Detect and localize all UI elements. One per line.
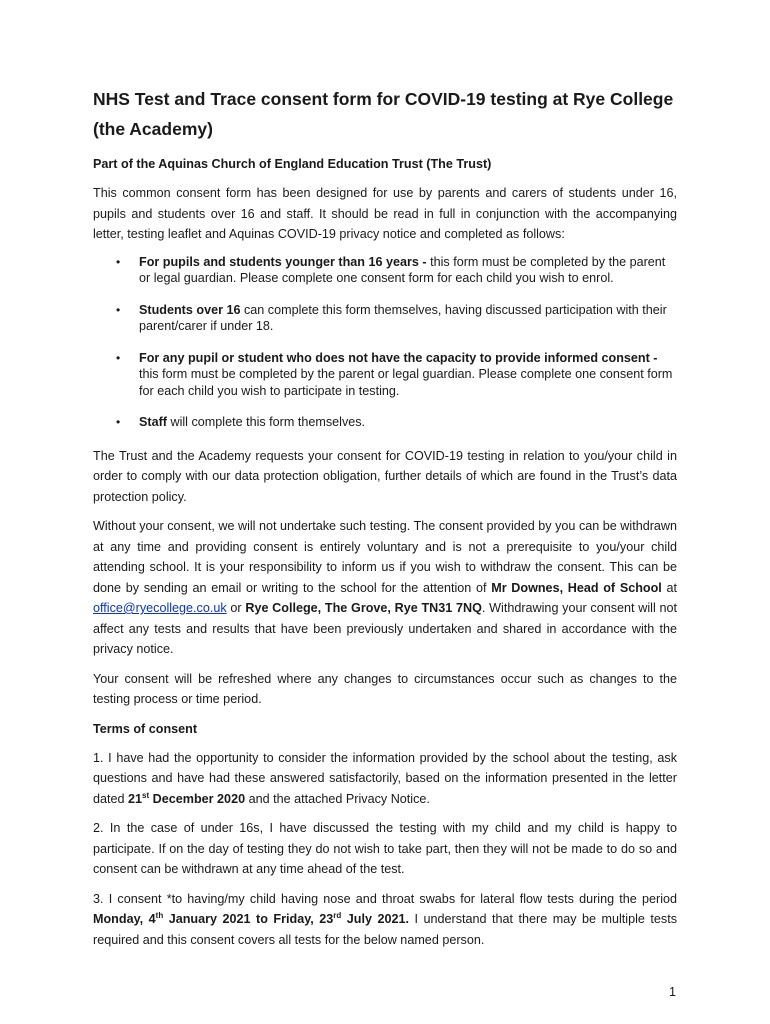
terms-heading: Terms of consent <box>93 721 198 736</box>
withdraw-text: Without your consent, we will not undertake such testing. The consent provided by you can be withdrawn at any time and providing consent is entirely voluntary and is not a prerequisite to you/your child attending school. It is your responsibility to inform us if you wish to withdraw the consent. This can be done by sending an email or writing to the school for the attention of <box>93 519 677 595</box>
intro-paragraph: This common consent form has been designed for use by parents and carers of students under 16, pupils and students over 16 and staff. It should be read in full in conjunction with the accompanying letter, testing leaflet and Aquinas COVID-19 privacy notice and completed as follows: <box>93 186 677 241</box>
term-1 <box>93 748 677 810</box>
list-item-text: this form must be completed by the parent or legal guardian. Please complete one consent form for each child you wish to participate in testing. <box>139 367 673 398</box>
list-item <box>93 254 677 287</box>
school-address: Rye College, The Grove, Rye TN31 7NQ <box>245 601 482 615</box>
list-item <box>93 414 677 431</box>
email-link[interactable]: office@ryecollege.co.uk <box>93 601 227 615</box>
withdraw-at: at <box>661 580 677 595</box>
trust-consent-paragraph: The Trust and the Academy requests your consent for COVID-19 testing in relation to you/your child in order to comply with our data protection obligation, further details of which are found in the Trust’s data protection policy. <box>93 448 677 504</box>
letter-date <box>128 792 245 806</box>
letter-date-day: 21 <box>128 791 143 806</box>
testing-period-middle: January 2021 to Friday, 23 <box>163 912 334 926</box>
document-title: NHS Test and Trace consent form for COVID-19 testing at Rye College (the Academy) <box>93 89 674 139</box>
document-page <box>93 84 677 959</box>
term-2: 2. In the case of under 16s, I have discussed the testing with my child and my child is happy to participate. If on the day of testing they do not wish to take part, then they will not be made to do so and consent can be withdrawn at any time ahead of the test. <box>93 821 677 876</box>
term-3-text: 3. I consent *to having/my child having nose and throat swabs for lateral flow tests during the period <box>93 891 677 906</box>
letter-date-suffix: st <box>142 790 150 800</box>
contact-name: Mr Downes, Head of School <box>491 580 662 595</box>
bullet-icon: • <box>116 350 121 365</box>
list-item-text: will complete this form themselves. <box>170 415 366 429</box>
testing-period-start-suffix: th <box>155 910 164 920</box>
testing-period <box>93 912 409 926</box>
term-3-tail: I understand that there may be multiple tests required and this consent covers all tests for the below named person. <box>93 912 677 947</box>
withdraw-consent-paragraph <box>93 516 677 660</box>
refresh-paragraph: Your consent will be refreshed where any changes to circumstances occur such as changes to the testing process or time period. <box>93 671 677 706</box>
list-item-bold: For any pupil or student who does not have the capacity to provide informed consent - <box>139 350 658 365</box>
letter-date-rest: December 2020 <box>149 791 246 806</box>
list-item <box>93 302 677 335</box>
page-number: 1 <box>669 985 677 999</box>
bullet-icon: • <box>116 415 121 429</box>
testing-period-end-suffix: rd <box>333 910 342 920</box>
list-item-bold: Staff <box>139 415 171 429</box>
list-item-bold: For pupils and students younger than 16 years - <box>139 254 431 269</box>
testing-period-end: July 2021. <box>341 912 409 926</box>
term-1-tail: and the attached Privacy Notice. <box>245 791 430 806</box>
term-3 <box>93 889 677 951</box>
instructions-list <box>93 254 677 431</box>
bullet-icon: • <box>116 254 121 269</box>
term-1-text: 1. I have had the opportunity to consider the information provided by the school about the testing, ask questions and have had these answered satisfactorily, based on the information presented in the letter dated <box>93 750 677 806</box>
list-item-text: this form must be completed by the parent or legal guardian. Please complete one consent form for each child you wish to enrol. <box>139 254 666 285</box>
withdraw-or: or <box>226 601 246 615</box>
bullet-icon: • <box>116 302 121 317</box>
testing-period-start: Monday, 4 <box>93 912 156 926</box>
list-item <box>93 350 677 400</box>
list-item-text: can complete this form themselves, having discussed participation with their parent/carer if under 18. <box>139 302 667 333</box>
document-subtitle: Part of the Aquinas Church of England Education Trust (The Trust) <box>93 157 492 171</box>
list-item-bold: Students over 16 <box>139 302 244 317</box>
withdraw-text-end: . Withdrawing your consent will not affect any tests and results that have been previously undertaken and shared in accordance with the privacy notice. <box>93 601 677 656</box>
